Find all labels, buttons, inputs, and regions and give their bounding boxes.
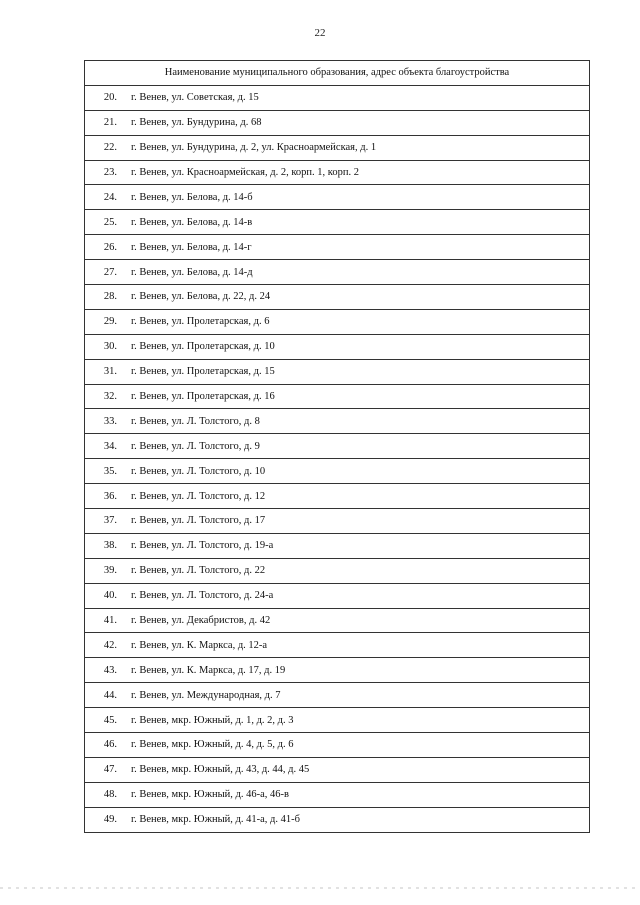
table-row: [85, 683, 589, 708]
row-address: г. Венев, ул. Л. Толстого, д. 12: [131, 490, 266, 502]
row-address: г. Венев, ул. Белова, д. 22, д. 24: [131, 291, 271, 303]
row-number: 46.: [103, 739, 117, 751]
row-address: г. Венев, ул. Пролетарская, д. 6: [131, 316, 270, 328]
row-number: 25.: [103, 216, 117, 228]
row-number: 31.: [103, 366, 117, 378]
row-address: г. Венев, ул. Л. Толстого, д. 17: [131, 515, 266, 527]
row-address: г. Венев, ул. Советская, д. 15: [131, 92, 259, 104]
row-number: 38.: [103, 540, 117, 552]
row-address: г. Венев, мкр. Южный, д. 41-а, д. 41-б: [131, 814, 300, 826]
page-number: 22: [314, 27, 326, 39]
table-row: [85, 409, 589, 434]
row-address: г. Венев, ул. Международная, д. 7: [131, 689, 281, 701]
table-row: [85, 385, 589, 410]
row-number: 42.: [103, 639, 117, 651]
table-row: [85, 360, 589, 385]
row-address: г. Венев, ул. К. Маркса, д. 12-а: [131, 639, 268, 651]
row-number: 27.: [103, 266, 117, 278]
row-number: 33.: [103, 415, 117, 427]
table-row: [85, 658, 589, 683]
scan-artifact-line: [0, 887, 640, 889]
table-row: [85, 459, 589, 484]
table-row: [85, 534, 589, 559]
row-number: 23.: [103, 167, 117, 178]
row-number: 39.: [103, 565, 117, 577]
row-address: г. Венев, ул. Белова, д. 14-д: [131, 266, 253, 278]
row-number: 24.: [103, 191, 117, 203]
row-address: г. Венев, мкр. Южный, д. 46-а, 46-в: [131, 789, 289, 801]
table-row: [85, 136, 589, 161]
table-row: [85, 633, 589, 658]
row-number: 41.: [103, 615, 117, 627]
row-address: г. Венев, ул. К. Маркса, д. 17, д. 19: [131, 664, 286, 676]
row-number: 49.: [103, 814, 117, 826]
row-number: 40.: [103, 590, 117, 602]
table-row: [85, 210, 589, 235]
row-number: 32.: [103, 391, 117, 403]
table-row: [85, 86, 589, 111]
row-address: г. Венев, ул. Красноармейская, д. 2, корп. 1, корп. 2: [131, 167, 359, 178]
table-row: [85, 708, 589, 733]
row-number: 28.: [103, 291, 117, 303]
table-body: [85, 86, 589, 833]
table-row: [85, 609, 589, 634]
row-number: 30.: [103, 341, 117, 353]
row-address: г. Венев, ул. Л. Толстого, д. 24-а: [131, 590, 274, 602]
row-address: г. Венев, ул. Белова, д. 14-г: [131, 241, 252, 253]
table-row: [85, 310, 589, 335]
row-number: 36.: [103, 490, 117, 502]
table-row: [85, 758, 589, 783]
row-number: 47.: [103, 764, 117, 776]
table-row: [85, 559, 589, 584]
table-row: [85, 285, 589, 310]
row-number: 20.: [103, 92, 117, 104]
row-number: 21.: [103, 117, 117, 129]
row-number: 43.: [103, 664, 117, 676]
table-row: [85, 584, 589, 609]
table-header: [85, 61, 589, 86]
row-number: 22.: [103, 142, 117, 154]
row-number: 34.: [103, 440, 117, 452]
table-row: [85, 733, 589, 758]
table-header-label: Наименование муниципального образования, адрес объекта благоустройства: [164, 67, 510, 79]
row-number: 29.: [103, 316, 117, 328]
row-address: г. Венев, ул. Л. Толстого, д. 9: [131, 440, 260, 452]
row-address: г. Венев, ул. Л. Толстого, д. 8: [131, 415, 260, 427]
table-row: [85, 484, 589, 509]
row-address: г. Венев, ул. Бундурина, д. 68: [131, 117, 262, 129]
row-address: г. Венев, ул. Л. Толстого, д. 22: [131, 565, 266, 577]
row-number: 45.: [103, 714, 117, 726]
address-table: [84, 60, 590, 833]
table-row: [85, 260, 589, 285]
row-address: г. Венев, ул. Пролетарская, д. 16: [131, 391, 275, 403]
row-number: 48.: [103, 789, 117, 801]
table-row: [85, 335, 589, 360]
row-number: 26.: [103, 241, 117, 253]
row-address: г. Венев, мкр. Южный, д. 43, д. 44, д. 45: [131, 764, 310, 776]
row-address: г. Венев, ул. Л. Толстого, д. 19-а: [131, 540, 274, 552]
table-row: [85, 235, 589, 260]
table-row: [85, 161, 589, 186]
row-address: г. Венев, ул. Декабристов, д. 42: [131, 615, 271, 627]
table-row: [85, 509, 589, 534]
row-number: 44.: [103, 689, 117, 701]
table-row: [85, 783, 589, 808]
table-row: [85, 111, 589, 136]
table-row: [85, 808, 589, 833]
row-address: г. Венев, ул. Л. Толстого, д. 10: [131, 465, 266, 477]
row-address: г. Венев, ул. Белова, д. 14-в: [131, 216, 253, 228]
row-address: г. Венев, мкр. Южный, д. 4, д. 5, д. 6: [131, 739, 294, 751]
row-number: 37.: [103, 515, 117, 527]
row-number: 35.: [103, 465, 117, 477]
row-address: г. Венев, ул. Пролетарская, д. 10: [131, 341, 275, 353]
table-row: [85, 185, 589, 210]
row-address: г. Венев, мкр. Южный, д. 1, д. 2, д. 3: [131, 714, 294, 726]
row-address: г. Венев, ул. Белова, д. 14-б: [131, 191, 253, 203]
row-address: г. Венев, ул. Пролетарская, д. 15: [131, 366, 275, 378]
row-address: г. Венев, ул. Бундурина, д. 2, ул. Красноармейская, д. 1: [131, 142, 377, 154]
table-row: [85, 434, 589, 459]
